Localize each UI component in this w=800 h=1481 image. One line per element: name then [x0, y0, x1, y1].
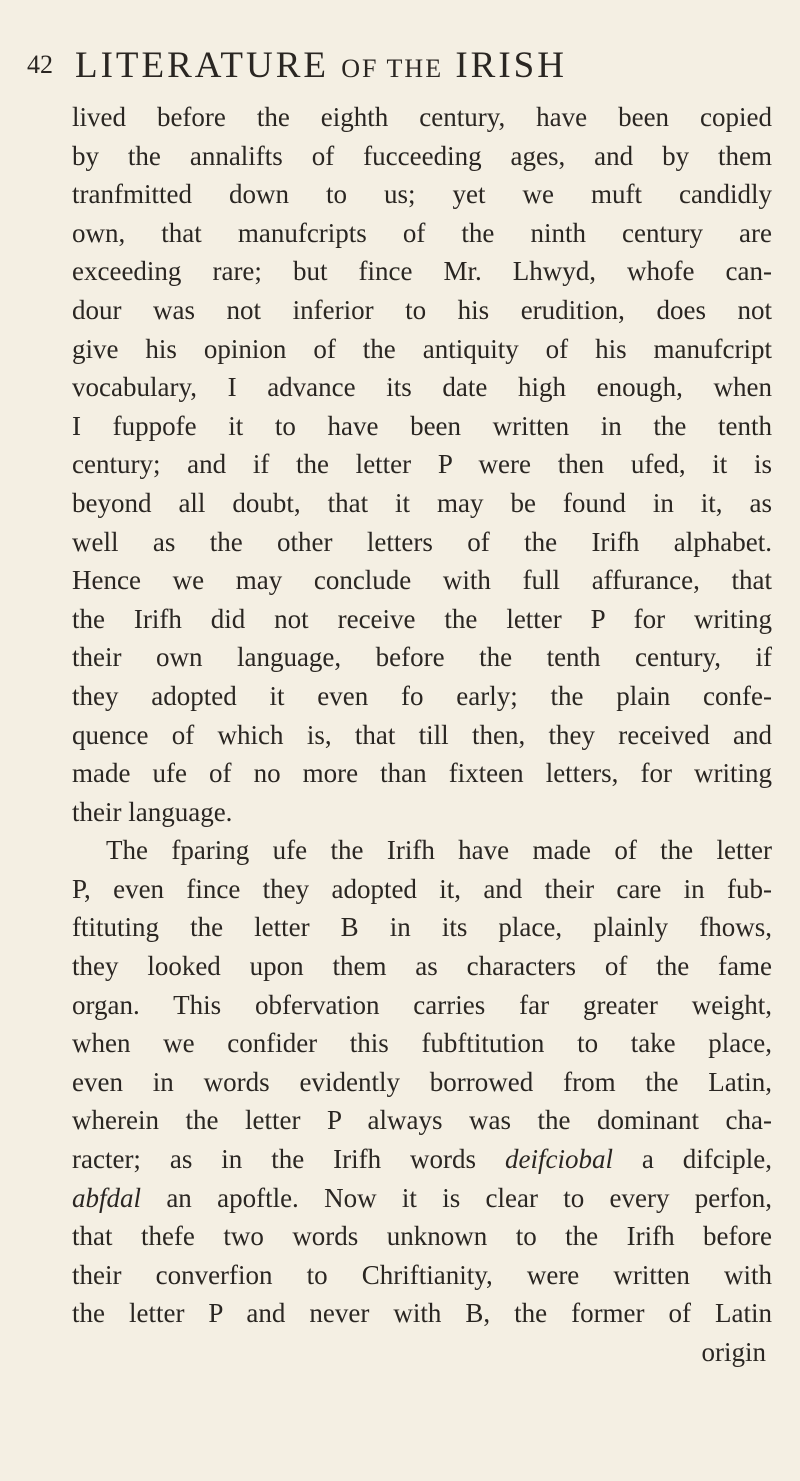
- paragraph-end-line: their language.: [72, 796, 233, 827]
- body-text: [72, 98, 772, 1372]
- text-line: even in words evidently borrowed from the Latin,: [72, 1066, 772, 1097]
- italic-term: deifciobal: [504, 1144, 613, 1175]
- italic-term: abfdal: [72, 1182, 142, 1213]
- paragraph-start-line: The fparing ufe the Irifh have made of the letter: [106, 835, 772, 866]
- text-line: P, even fince they adopted it, and their care in fub-: [72, 873, 772, 904]
- text-line: the Irifh did not receive the letter P for writing: [72, 603, 772, 634]
- running-head: [75, 44, 765, 91]
- text-line: the letter P and never with B, the former of Latin: [72, 1298, 772, 1329]
- text-line: they adopted it even fo early; the plain confe-: [72, 680, 772, 711]
- text-line: dour was not inferior to his erudition, does not: [72, 294, 772, 325]
- running-head-word: LITERATURE: [75, 45, 330, 86]
- text-line: that thefe two words unknown to the Irifh before: [72, 1221, 772, 1252]
- text-line: I fuppofe it to have been written in the tenth: [72, 410, 772, 441]
- page-number: 42: [27, 50, 53, 79]
- text-line: they looked upon them as characters of the fame: [72, 951, 772, 982]
- text-line: ftituting the letter B in its place, plainly fhows,: [72, 912, 772, 943]
- text-line: tranfmitted down to us; yet we muft candidly: [72, 179, 772, 210]
- text-line: when we confider this fubftitution to take place,: [72, 1028, 772, 1059]
- running-head-small-caps: OF THE: [341, 54, 444, 83]
- text-line: give his opinion of the antiquity of his manufcript: [72, 333, 772, 364]
- text-line: exceeding rare; but fince Mr. Lhwyd, whofe can-: [72, 256, 772, 287]
- running-head-word: IRISH: [455, 45, 567, 86]
- text-line: made ufe of no more than fixteen letters, for writing: [72, 758, 772, 789]
- text-line: beyond all doubt, that it may be found in it, as: [72, 487, 772, 518]
- text-line: quence of which is, that till then, they received and: [72, 719, 772, 750]
- catchword: origin: [701, 1337, 766, 1367]
- text-line: their own language, before the tenth century, if: [72, 642, 772, 673]
- text-line: their converfion to Chriftianity, were written with: [72, 1259, 772, 1290]
- text-line: own, that manufcripts of the ninth century are: [72, 217, 772, 248]
- text-line: organ. This obfervation carries far greater weight,: [72, 989, 772, 1020]
- text-line: by the annalifts of fucceeding ages, and by them: [72, 140, 772, 171]
- text-line: well as the other letters of the Irifh alphabet.: [72, 526, 772, 557]
- text-fragment: a difciple,: [641, 1144, 773, 1175]
- text-line: Hence we may conclude with full affurance, that: [72, 565, 772, 596]
- text-line: century; and if the letter P were then ufed, it is: [72, 449, 772, 480]
- text-fragment: an apoftle. Now it is clear to every perfon,: [166, 1182, 772, 1213]
- text-line: wherein the letter P always was the dominant cha-: [72, 1105, 772, 1136]
- text-line-with-italic: [72, 1179, 772, 1218]
- text-line-with-italic: [72, 1140, 772, 1179]
- text-line: vocabulary, I advance its date high enough, when: [72, 372, 772, 403]
- text-fragment: racter; as in the Irifh words: [72, 1144, 477, 1175]
- text-line: lived before the eighth century, have been copied: [72, 102, 772, 132]
